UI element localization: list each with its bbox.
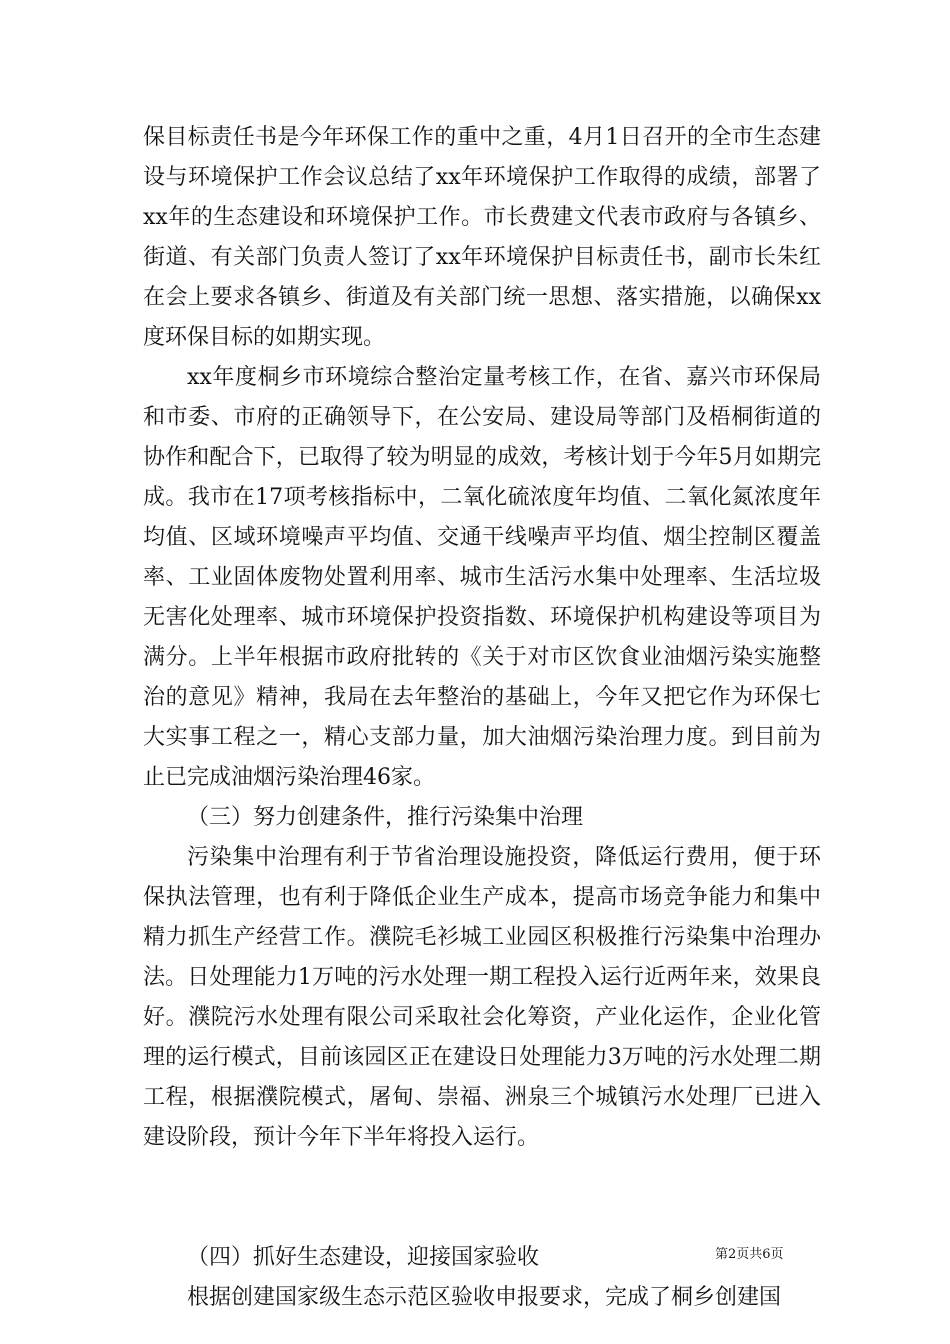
document-body bbox=[143, 118, 821, 1318]
paragraph-assessment-work: xx年度桐乡市环境综合整治定量考核工作，在省、嘉兴市环保局和市委、市府的正确领导下，在公安局、建设局等部门及梧桐街道的协作和配合下，已取得了较为明显的成效，考核计划于今年5月如期完成。我市在17项考核指标中，二氧化硫浓度年均值、二氧化氮浓度年均值、区域环境噪声平均值、交通干线噪声平均值、烟尘控制区覆盖率、工业固体废物处置利用率、城市生活污水集中处理率、生活垃圾无害化处理率、城市环境保护投资指数、环境保护机构建设等项目为满分。上半年根据市政府批转的《关于对市区饮食业油烟污染实施整治的意见》精神，我局在去年整治的基础上，今年又把它作为环保七大实事工程之一，精心支部力量，加大油烟污染治理力度。到目前为止已完成油烟污染治理46家。 bbox=[143, 365, 821, 790]
paragraph-centralized-treatment: 污染集中治理有利于节省治理设施投资，降低运行费用，便于环保执法管理，也有利于降低企业生产成本，提高市场竞争能力和集中精力抓生产经营工作。濮院毛衫城工业园区积极推行污染集中治理办法。日处理能力1万吨的污水处理一期工程投入运行近两年来，效果良好。濮院污水处理有限公司采取社会化筹资，产业化运作，企业化管理的运行模式，目前该园区正在建设日处理能力3万吨的污水处理二期工程，根据濮院模式，屠甸、崇福、洲泉三个城镇污水处理厂已进入建设阶段，预计今年下半年将投入运行。 bbox=[143, 845, 821, 1150]
page-number-footer: 第2页共6页 bbox=[715, 1247, 784, 1262]
paragraph-target-responsibility: 保目标责任书是今年环保工作的重中之重，4月1日召开的全市生态建设与环境保护工作会议总结了xx年环境保护工作取得的成绩，部署了xx年的生态建设和环境保护工作。市长费建文代表市政府与各镇乡、街道、有关部门负责人签订了xx年环境保护目标责任书，副市长朱红在会上要求各镇乡、街道及有关部门统一思想、落实措施，以确保xx度环保目标的如期实现。 bbox=[143, 125, 821, 350]
paragraph-ecological-demo: 根据创建国家级生态示范区验收申报要求，完成了桐乡创建国 bbox=[187, 1285, 782, 1310]
section-heading-4: （四）抓好生态建设，迎接国家验收 bbox=[187, 1245, 540, 1270]
blank-spacer bbox=[143, 1158, 821, 1238]
section-heading-3: （三）努力创建条件，推行污染集中治理 bbox=[187, 805, 584, 830]
